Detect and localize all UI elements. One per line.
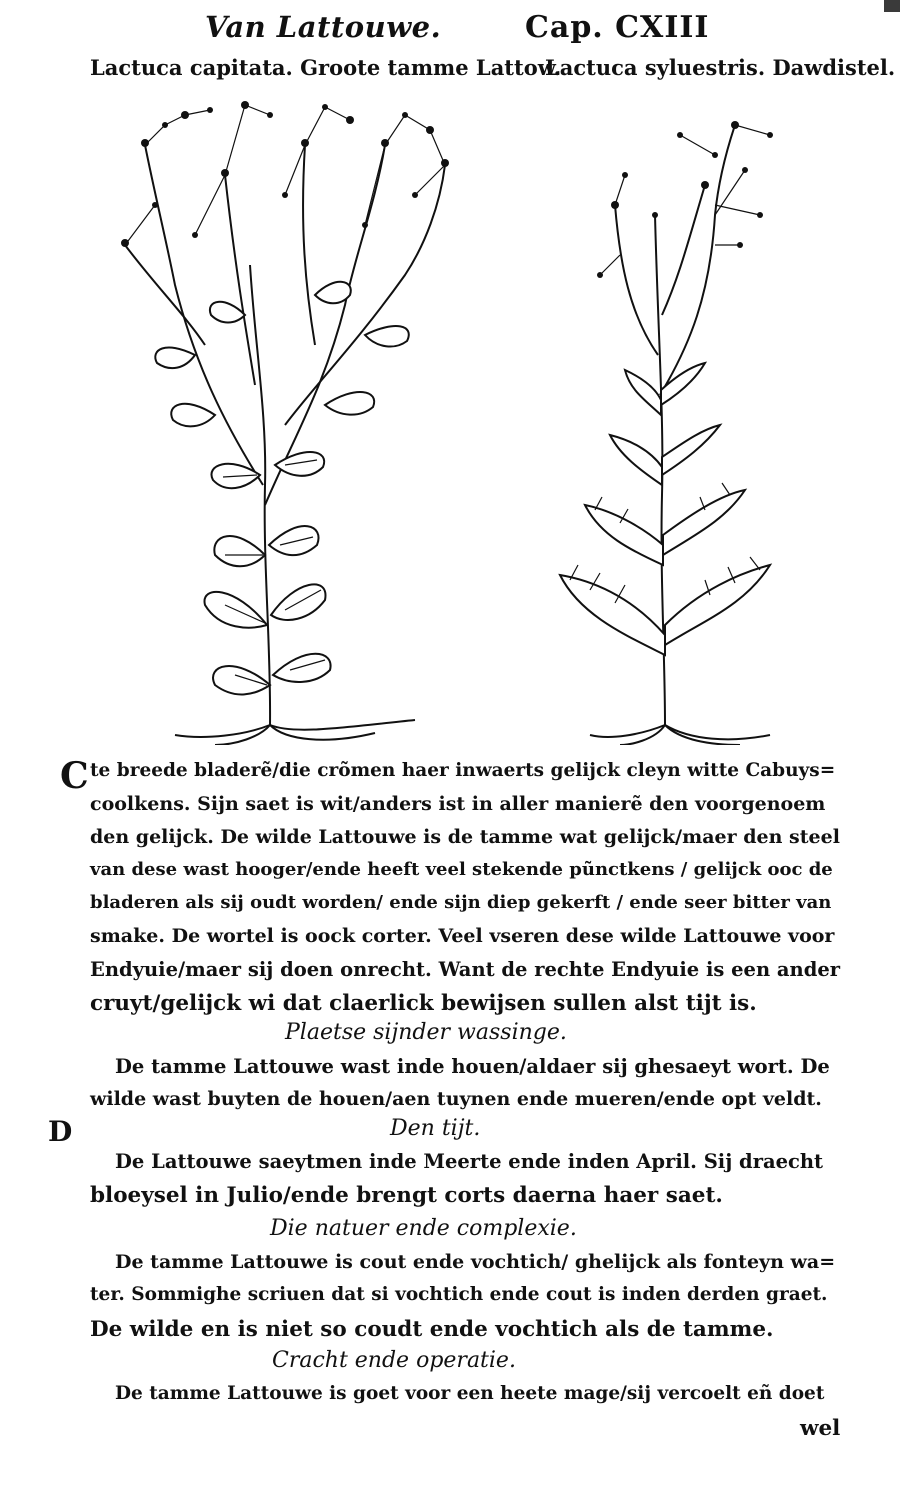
text-line: te breede bladerẽ/die crõmen haer inwaerts gelijck cleyn witte Cabuys= (90, 760, 836, 781)
text-line: De tamme Lattouwe wast inde houen/aldaer sij ghesaeyt wort. De (115, 1055, 830, 1078)
text-line: De wilde en is niet so coudt ende vochtich als de tamme. (90, 1317, 774, 1342)
text-line: wilde wast buyten de houen/aen tuynen ende mueren/ende opt veldt. (90, 1088, 822, 1110)
text-line: De tamme Lattouwe is cout ende vochtich/ ghelijck als fonteyn wa= (115, 1251, 836, 1273)
text-line: Endyuie/maer sij doen onrecht. Want de rechte Endyuie is een ander (90, 958, 841, 981)
text-line: cruyt/gelijck wi dat claerlick bewijsen sullen alst tijt is. (90, 991, 757, 1016)
section-heading: Plaetse sijnder wassinge. (285, 1020, 567, 1045)
running-head-title: Van Lattouwe. (205, 10, 442, 44)
caption-right: Lactuca syluestris. Dawdistel. (545, 55, 896, 80)
section-heading: Die natuer ende complexie. (270, 1216, 577, 1241)
catchword: wel (800, 1416, 841, 1441)
running-head (0, 10, 900, 50)
text-line: coolkens. Sijn saet is wit/anders ist in aller manierẽ den voorgenoem (90, 793, 826, 815)
caption-left: Lactuca capitata. Groote tamme Lattow. (90, 55, 561, 80)
text-line: den gelijck. De wilde Lattouwe is de tamme wat gelijck/maer den steel (90, 826, 840, 848)
text-line: De tamme Lattouwe is goet voor een heete mage/sij vercoelt eñ doet (115, 1383, 825, 1404)
text-line: smake. De wortel is oock corter. Veel vseren dese wilde Lattouwe voor (90, 925, 835, 947)
text-line: bladeren als sij oudt worden/ ende sijn diep gekerft / ende seer bitter van (90, 892, 832, 913)
chapter-number: Cap. CXIII (525, 10, 710, 45)
drop-initial: C (60, 755, 89, 797)
text-line: De Lattouwe saeytmen inde Meerte ende inden April. Sij draecht (115, 1150, 824, 1173)
lettuce-wild-woodcut (530, 95, 820, 745)
text-line: ter. Sommighe scriuen dat si vochtich ende cout is inden derden graet. (90, 1284, 828, 1305)
section-heading: Cracht ende operatie. (272, 1348, 516, 1373)
text-line: van dese wast hooger/ende heeft veel stekende pũnctkens / gelijck ooc de (90, 859, 833, 880)
lettuce-cultivated-woodcut (85, 85, 485, 745)
text-line: bloeysel in Julio/ende brengt corts daerna haer saet. (90, 1183, 723, 1208)
section-heading: Den tijt. (390, 1116, 481, 1141)
marginal-letter: D (48, 1115, 73, 1148)
